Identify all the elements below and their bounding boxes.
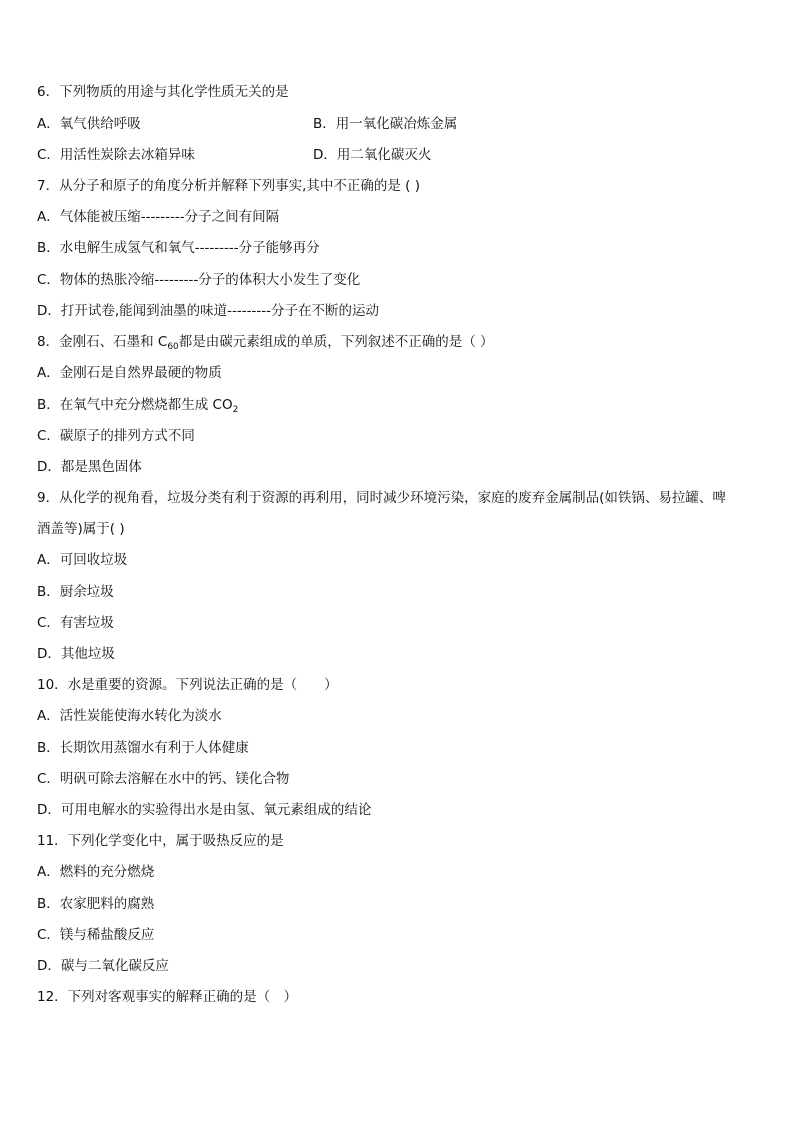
q9-stem-line2: 酒盖等)属于( ) xyxy=(37,521,125,537)
q11-option-c: C．镁与稀盐酸反应 xyxy=(37,927,155,943)
q8-option-a: A．金刚石是自然界最硬的物质 xyxy=(37,365,222,381)
q7-option-a: A．气体能被压缩---------分子之间有间隔 xyxy=(37,209,280,225)
q9-option-b: B．厨余垃圾 xyxy=(37,584,114,600)
q6-option-b: B．用一氧化碳冶炼金属 xyxy=(313,116,458,132)
q8-option-b-text: B．在氧气中充分燃烧都生成 CO xyxy=(37,397,233,413)
q8-stem-post: 都是由碳元素组成的单质，下列叙述不正确的是（ ） xyxy=(178,334,494,350)
q6-option-c: C．用活性炭除去冰箱异味 xyxy=(37,147,195,163)
q7-stem: 7．从分子和原子的角度分析并解释下列事实,其中不正确的是 ( ) xyxy=(37,178,420,194)
q8-stem xyxy=(37,333,494,356)
q9-option-d: D．其他垃圾 xyxy=(37,646,115,662)
q8-stem-subscript: 60 xyxy=(167,342,179,352)
q7-option-d: D．打开试卷,能闻到油墨的味道---------分子在不断的运动 xyxy=(37,303,380,319)
q10-option-d: D．可用电解水的实验得出水是由氢、氧元素组成的结论 xyxy=(37,802,372,818)
q7-option-c: C．物体的热胀冷缩---------分子的体积大小发生了变化 xyxy=(37,272,361,288)
q8-option-c: C．碳原子的排列方式不同 xyxy=(37,428,195,444)
q12-stem: 12．下列对客观事实的解释正确的是（ ） xyxy=(37,989,298,1005)
q9-stem-line1: 9．从化学的视角看，垃圾分类有利于资源的再利用，同时减少环境污染，家庭的废弃金属制品(如铁锅、易拉罐、啤 xyxy=(37,490,726,506)
q8-option-b xyxy=(37,396,238,419)
q9-option-c: C．有害垃圾 xyxy=(37,615,114,631)
q11-option-a: A．燃料的充分燃烧 xyxy=(37,864,155,880)
q10-option-c: C．明矾可除去溶解在水中的钙、镁化合物 xyxy=(37,771,290,787)
q10-option-a: A．活性炭能使海水转化为淡水 xyxy=(37,708,222,724)
q8-stem-pre: 8．金刚石、石墨和 C xyxy=(37,334,168,350)
q10-option-b: B．长期饮用蒸馏水有利于人体健康 xyxy=(37,740,249,756)
q8-option-d: D．都是黑色固体 xyxy=(37,459,142,475)
q11-stem: 11．下列化学变化中，属于吸热反应的是 xyxy=(37,833,284,849)
q7-option-b: B．水电解生成氢气和氧气---------分子能够再分 xyxy=(37,240,320,256)
q11-option-b: B．农家肥料的腐熟 xyxy=(37,896,155,912)
q11-option-d: D．碳与二氧化碳反应 xyxy=(37,958,169,974)
q6-stem: 6．下列物质的用途与其化学性质无关的是 xyxy=(37,84,289,100)
q10-stem: 10．水是重要的资源。下列说法正确的是（ ） xyxy=(37,677,338,693)
q8-option-b-subscript: 2 xyxy=(232,405,239,415)
q6-option-d: D．用二氧化碳灭火 xyxy=(313,147,432,163)
q6-option-a: A．氧气供给呼吸 xyxy=(37,116,141,132)
q9-option-a: A．可回收垃圾 xyxy=(37,552,128,568)
